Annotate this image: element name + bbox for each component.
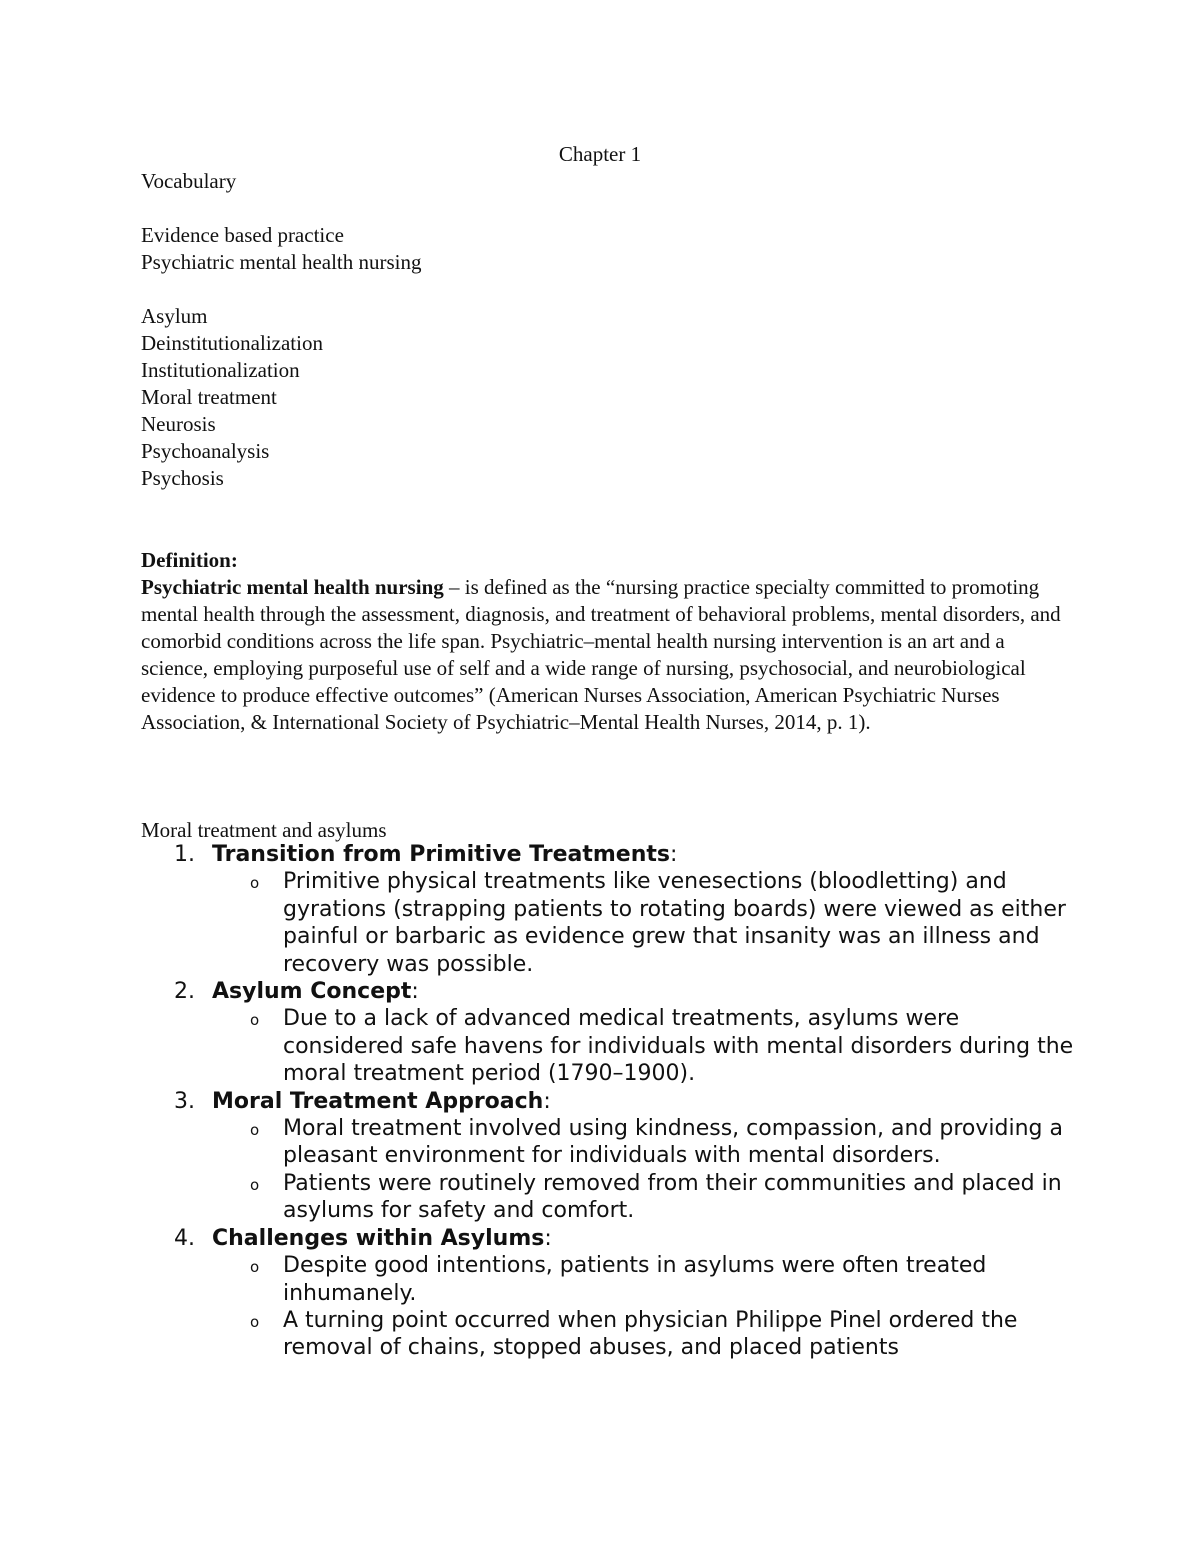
list-item-colon: : xyxy=(670,842,678,867)
list-item-title: Challenges within Asylums xyxy=(212,1225,545,1251)
list-item-number: 3. xyxy=(174,1088,195,1114)
list-subitem xyxy=(141,868,1081,978)
list-item xyxy=(141,978,1081,1005)
definition-paragraph xyxy=(141,574,1071,736)
page-title: Chapter 1 xyxy=(558,142,642,166)
list-subitem-text: Patients were routinely removed from their communities and placed in asylums for safety and comfort. xyxy=(283,1170,1062,1224)
list-subitem xyxy=(141,1252,1081,1307)
list-item-number: 1. xyxy=(174,842,195,867)
list-item-colon: : xyxy=(543,1088,551,1114)
vocabulary-term: Institutionalization xyxy=(141,358,300,382)
list-subitem xyxy=(141,1005,1081,1087)
circle-bullet-icon: o xyxy=(250,1258,260,1277)
list-subitem-text: A turning point occurred when physician Philippe Pinel ordered the removal of chains, stopped abuses, and placed patients xyxy=(283,1307,1018,1361)
vocabulary-group-2 xyxy=(141,303,1081,492)
list-item xyxy=(141,841,1081,868)
vocabulary-term: Asylum xyxy=(141,304,208,328)
list-item-number: 4. xyxy=(174,1225,195,1251)
definition-section xyxy=(141,547,1081,736)
list-subitem-text: Primitive physical treatments like venesections (bloodletting) and gyrations (strapping patients to rotating boards) were viewed as either painful or barbaric as evidence grew that insanity was an illness and recovery was possible. xyxy=(283,869,1066,977)
list-item-colon: : xyxy=(544,1225,552,1251)
definition-heading: Definition: xyxy=(141,548,238,572)
circle-bullet-icon: o xyxy=(250,874,260,893)
vocabulary-term: Psychosis xyxy=(141,466,224,490)
definition-text: – is defined as the “nursing practice specialty committed to promoting mental health through the assessment, diagnosis, and treatment of behavioral problems, mental disorders, and comorbid conditions across the life span. Psychiatric–mental health nursing intervention is an art and a science, employing purposeful use of self and a wide range of nursing, psychosocial, and neurobiological evidence to produce effective outcomes” (American Nurses Association, American Psychiatric Nurses Association, & International Society of Psychiatric–Mental Health Nurses, 2014, p. 1). xyxy=(141,575,1061,734)
list-item xyxy=(141,1225,1081,1252)
list-subitem-text: Due to a lack of advanced medical treatments, asylums were considered safe havens for individuals with mental disorders during the moral treatment period (1790–1900). xyxy=(283,1006,1074,1087)
list-item-title: Transition from Primitive Treatments xyxy=(212,842,670,867)
vocabulary-term: Evidence based practice xyxy=(141,223,344,247)
circle-bullet-icon: o xyxy=(250,1011,260,1030)
numbered-list xyxy=(141,841,1081,1362)
list-subitem-text: Despite good intentions, patients in asylums were often treated inhumanely. xyxy=(283,1253,987,1306)
vocabulary-term: Moral treatment xyxy=(141,385,277,409)
circle-bullet-icon: o xyxy=(250,1312,260,1331)
section-heading: Moral treatment and asylums xyxy=(141,818,387,842)
definition-term: Psychiatric mental health nursing xyxy=(141,575,444,599)
list-item-title: Asylum Concept xyxy=(212,979,412,1005)
list-item-colon: : xyxy=(411,979,419,1005)
vocabulary-term: Deinstitutionalization xyxy=(141,331,323,355)
list-subitem xyxy=(141,1115,1081,1170)
vocabulary-group-1 xyxy=(141,222,1081,276)
circle-bullet-icon: o xyxy=(250,1175,260,1194)
vocabulary-term: Psychoanalysis xyxy=(141,439,270,463)
list-item-number: 2. xyxy=(174,979,195,1005)
list-subitem-text: Moral treatment involved using kindness, compassion, and providing a pleasant environment for individuals with mental disorders. xyxy=(283,1116,1063,1169)
vocabulary-term: Neurosis xyxy=(141,412,216,436)
list-subitem xyxy=(141,1307,1081,1362)
vocabulary-term: Psychiatric mental health nursing xyxy=(141,250,422,274)
circle-bullet-icon: o xyxy=(250,1121,260,1140)
list-subitem xyxy=(141,1170,1081,1225)
vocabulary-heading: Vocabulary xyxy=(141,169,237,193)
list-item xyxy=(141,1088,1081,1115)
list-item-title: Moral Treatment Approach xyxy=(212,1088,544,1114)
